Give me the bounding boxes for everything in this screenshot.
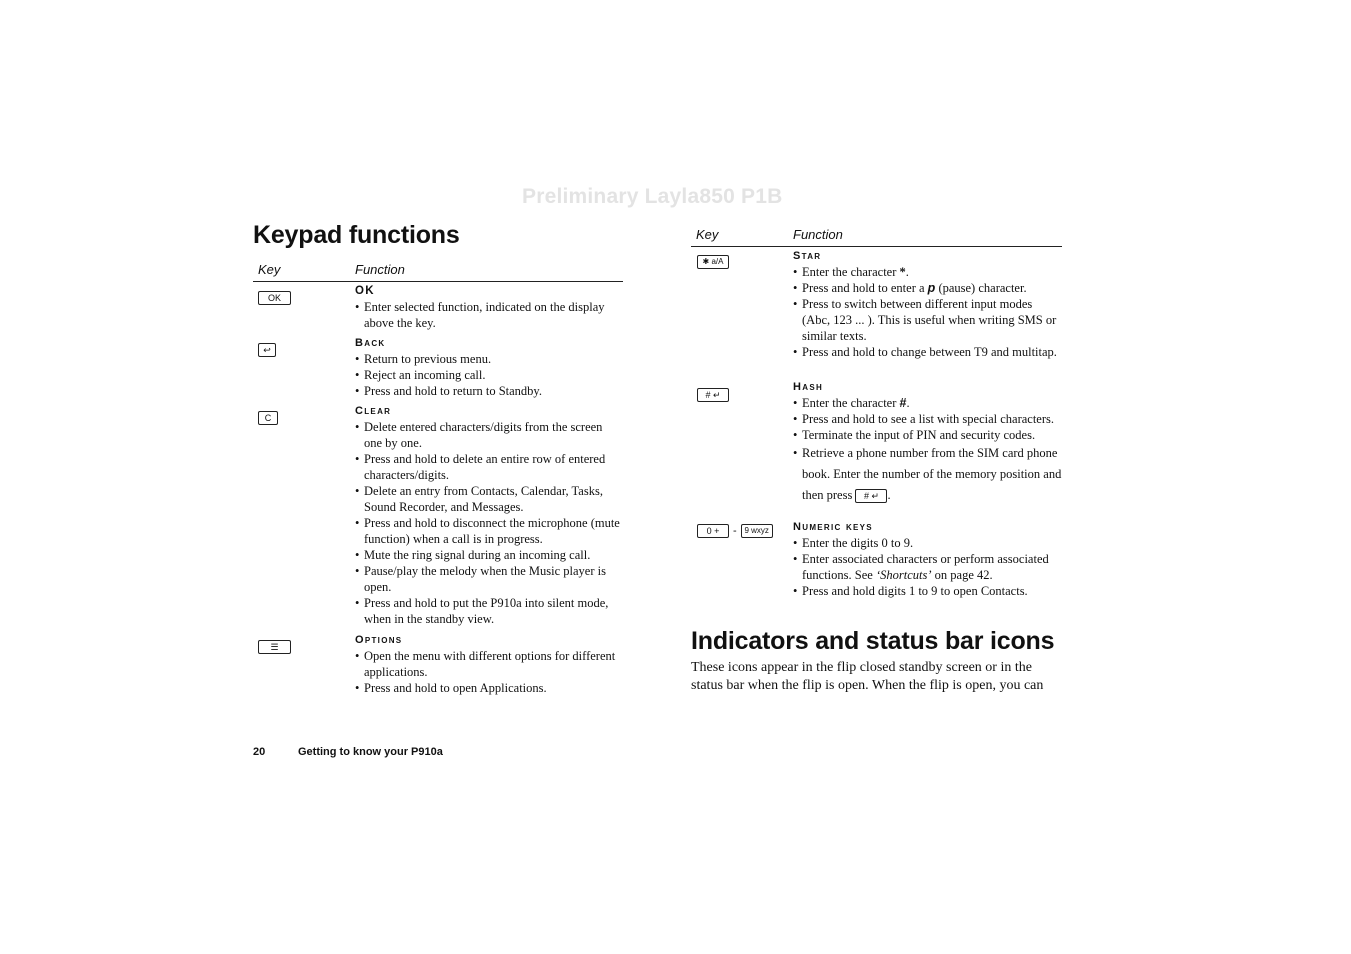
function-list bbox=[793, 264, 1062, 360]
table-row bbox=[691, 520, 1062, 600]
list-item: • Enter the character #. bbox=[793, 395, 1062, 411]
table-header bbox=[253, 262, 623, 282]
list-item: • Delete entered characters/digits from the screen one by one. bbox=[355, 419, 623, 451]
keypad-table bbox=[253, 262, 623, 699]
section-title: Indicators and status bar icons bbox=[691, 627, 1055, 655]
watermark: Preliminary Layla850 P1B bbox=[522, 185, 783, 208]
chapter-title: Getting to know your P910a bbox=[298, 746, 443, 758]
table-row bbox=[691, 249, 1062, 380]
list-item: • Press and hold to open Applications. bbox=[355, 680, 623, 696]
function-name: Options bbox=[355, 634, 403, 646]
table-header bbox=[691, 227, 1062, 247]
list-item: • Press and hold to return to Standby. bbox=[355, 383, 623, 399]
function-name: Clear bbox=[355, 405, 392, 417]
star-char: * bbox=[899, 265, 906, 279]
function-list bbox=[793, 395, 1062, 506]
function-list bbox=[355, 299, 623, 331]
options-key-icon: ☰ bbox=[258, 640, 291, 654]
function-list bbox=[355, 419, 623, 627]
table-row bbox=[253, 633, 623, 699]
list-item: • Press and hold to put the P910a into silent mode, when in the standby view. bbox=[355, 595, 623, 627]
list-item: • Terminate the input of PIN and security codes. bbox=[793, 427, 1062, 443]
list-item: • Retrieve a phone number from the SIM card phone book. Enter the number of the memory position and then press # ↵ . bbox=[793, 443, 1062, 506]
list-item: • Press and hold to disconnect the microphone (mute function) when a call is in progress. bbox=[355, 515, 623, 547]
list-item: • Return to previous menu. bbox=[355, 351, 623, 367]
list-item: • Press and hold digits 1 to 9 to open Contacts. bbox=[793, 583, 1062, 599]
function-name: Back bbox=[355, 337, 386, 349]
function-list bbox=[793, 535, 1062, 599]
list-item: • Press to switch between different input modes (Abc, 123 ... ). This is useful when writing SMS or similar texts. bbox=[793, 296, 1062, 344]
key-range-separator: - bbox=[733, 525, 737, 538]
nine-key-icon: 9 wxyz bbox=[741, 524, 773, 538]
table-row bbox=[691, 380, 1062, 520]
function-list bbox=[355, 648, 623, 696]
hash-char: # bbox=[899, 396, 907, 410]
pause-char: p bbox=[927, 281, 936, 295]
list-item: • Enter the digits 0 to 9. bbox=[793, 535, 1062, 551]
function-name: Hash bbox=[793, 381, 824, 393]
keypad-table-continued bbox=[691, 227, 1062, 600]
header-function: Function bbox=[793, 227, 843, 242]
list-item: • Open the menu with different options for different applications. bbox=[355, 648, 623, 680]
ok-key-icon: OK bbox=[258, 291, 291, 305]
page-title: Keypad functions bbox=[253, 221, 460, 249]
list-item: • Reject an incoming call. bbox=[355, 367, 623, 383]
function-list bbox=[355, 351, 623, 399]
list-item: • Enter selected function, indicated on the display above the key. bbox=[355, 299, 623, 331]
back-key-icon: ↩ bbox=[258, 343, 276, 357]
header-key: Key bbox=[258, 262, 281, 277]
list-item: • Enter the character *. bbox=[793, 264, 1062, 280]
function-name: Numeric keys bbox=[793, 521, 873, 533]
hash-key-icon: # ↵ bbox=[697, 388, 729, 402]
shortcuts-reference: ‘Shortcuts’ bbox=[875, 568, 932, 582]
table-row bbox=[253, 404, 623, 633]
section-paragraph: These icons appear in the flip closed standby screen or in the status bar when the flip is open. When the flip is open, you can bbox=[691, 660, 1044, 693]
list-item: • Mute the ring signal during an incoming call. bbox=[355, 547, 623, 563]
list-item: • Pause/play the melody when the Music player is open. bbox=[355, 563, 623, 595]
table-row bbox=[253, 284, 623, 336]
page-number: 20 bbox=[253, 746, 266, 758]
function-name: OK bbox=[355, 285, 375, 297]
list-item: • Enter associated characters or perform associated functions. See ‘Shortcuts’ on page 42. bbox=[793, 551, 1062, 583]
list-item: • Delete an entry from Contacts, Calendar, Tasks, Sound Recorder, and Messages. bbox=[355, 483, 623, 515]
hash-key-icon: # ↵ bbox=[855, 489, 887, 503]
zero-key-icon: 0 + bbox=[697, 524, 729, 538]
list-item: • Press and hold to enter a p (pause) character. bbox=[793, 280, 1062, 296]
header-key: Key bbox=[696, 227, 719, 242]
clear-key-icon: C bbox=[258, 411, 278, 425]
header-function: Function bbox=[355, 262, 405, 277]
function-name: Star bbox=[793, 250, 822, 262]
table-row bbox=[253, 336, 623, 404]
list-item: • Press and hold to see a list with special characters. bbox=[793, 411, 1062, 427]
list-item: • Press and hold to change between T9 and multitap. bbox=[793, 344, 1062, 360]
star-key-icon: ✱ a/A bbox=[697, 255, 729, 269]
list-item: • Press and hold to delete an entire row of entered characters/digits. bbox=[355, 451, 623, 483]
